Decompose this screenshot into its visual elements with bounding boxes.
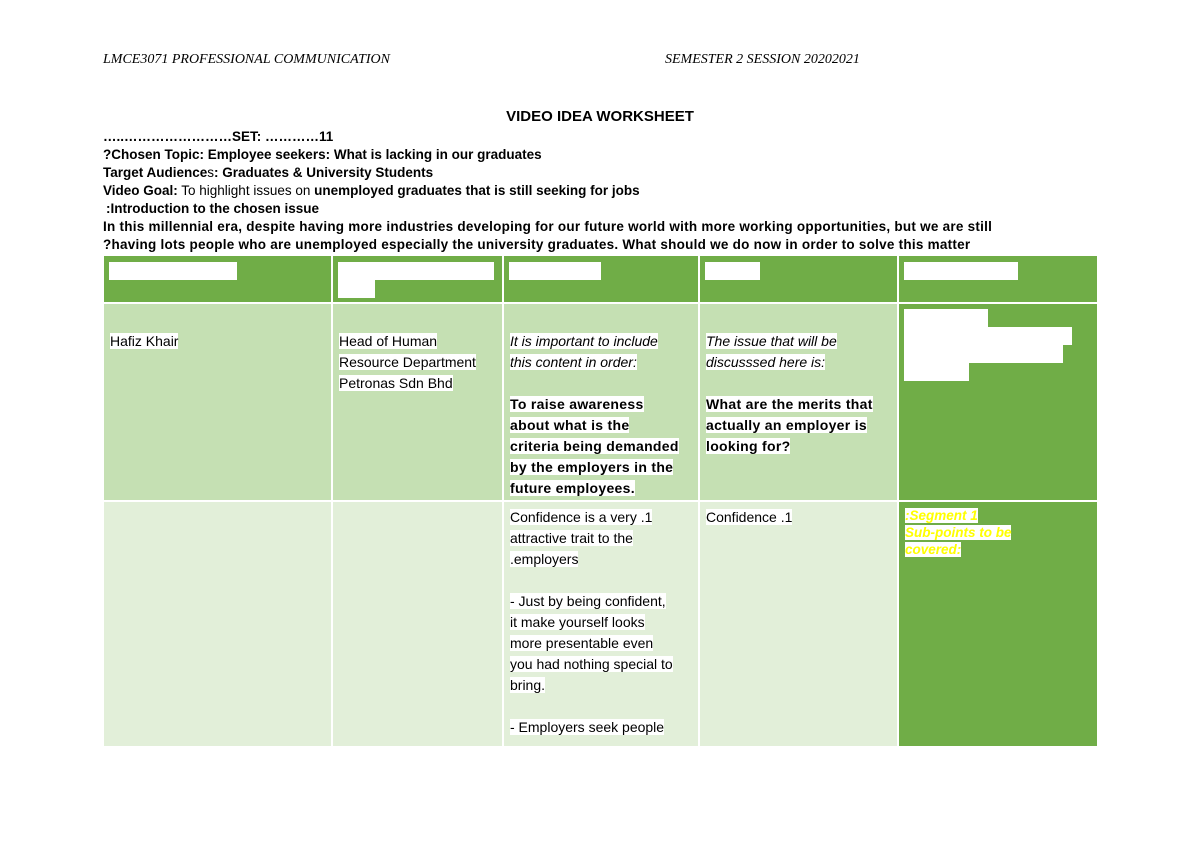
topic-label: ?Chosen Topic: <box>103 147 204 162</box>
position-line: Head of Human <box>339 333 438 349</box>
segment-cell <box>898 501 1098 747</box>
header-cell-5 <box>898 255 1098 303</box>
position-line: Petronas Sdn Bhd <box>339 375 453 391</box>
content-line: .employers <box>510 551 579 567</box>
point-cell <box>699 501 898 747</box>
segment-line: :Segment 1 <box>905 508 978 523</box>
content-line: attractive trait to the <box>510 530 633 546</box>
content-line: more presentable even <box>510 635 654 651</box>
issue-line: What are the merits that <box>706 396 873 412</box>
course-header: LMCE3071 PROFESSIONAL COMMUNICATION <box>103 52 390 67</box>
position-cell <box>332 303 503 501</box>
goal-value: unemployed graduates that is still seeking for jobs <box>314 183 640 198</box>
position-line: Resource Department <box>339 354 476 370</box>
reason-line: future employees. <box>510 480 635 496</box>
issue-line: looking for? <box>706 438 791 454</box>
content-cell <box>503 501 699 747</box>
table-row <box>103 303 1098 501</box>
header-cell-4 <box>699 255 898 303</box>
content-line: Confidence is a very .1 <box>510 509 653 525</box>
issue-intro-line: The issue that will be <box>706 333 837 349</box>
target-audience-line <box>103 164 433 182</box>
header-cell-1 <box>103 255 332 303</box>
content-line: you had nothing special to <box>510 656 673 672</box>
reason-cell <box>503 303 699 501</box>
session-header: SEMESTER 2 SESSION 20202021 <box>665 52 860 67</box>
reason-intro-line: this content in order: <box>510 354 637 370</box>
content-line: bring. <box>510 677 546 693</box>
issue-cell <box>699 303 898 501</box>
table-header-row <box>103 255 1098 303</box>
topic-value: Employee seekers: What is lacking in our graduates <box>204 147 542 162</box>
name-cell <box>103 303 332 501</box>
worksheet-title: VIDEO IDEA WORKSHEET <box>506 108 694 125</box>
redacted-cell <box>898 303 1098 501</box>
goal-label: Video Goal: <box>103 183 178 198</box>
header-cell-2 <box>332 255 503 303</box>
goal-mid: To highlight issues on <box>177 183 315 198</box>
audience-label: Target Audience <box>103 165 208 180</box>
reason-line: To raise awareness <box>510 396 644 412</box>
content-line: it make yourself looks <box>510 614 645 630</box>
header-cell-3 <box>503 255 699 303</box>
audience-value: Graduates & University Students <box>222 165 434 180</box>
content-line: - Employers seek people <box>510 719 665 735</box>
set-line: …..……………………SET: …………11 <box>103 129 334 144</box>
introduction-heading: :Introduction to the chosen issue <box>106 201 320 216</box>
audience-colon: : <box>214 165 223 180</box>
table-row <box>103 501 1098 747</box>
introduction-paragraph-line-1: In this millennial era, despite having more industries developing for our future world with more working opportunities, but we are still <box>103 219 993 234</box>
empty-cell <box>103 501 332 747</box>
chosen-topic-line <box>103 146 542 164</box>
video-goal-line <box>103 182 640 200</box>
issue-intro-line: discusssed here is: <box>706 354 826 370</box>
interviewee-name: Hafiz Khair <box>110 333 179 349</box>
point-label: Confidence .1 <box>706 509 793 525</box>
empty-cell <box>332 501 503 747</box>
worksheet-table <box>102 254 1099 748</box>
segment-line: Sub-points to be <box>905 525 1012 540</box>
reason-line: by the employers in the <box>510 459 674 475</box>
reason-line: criteria being demanded <box>510 438 679 454</box>
content-line: - Just by being confident, <box>510 593 666 609</box>
audience-label-suffix: s <box>207 165 215 180</box>
reason-line: about what is the <box>510 417 630 433</box>
segment-line: covered: <box>905 542 962 557</box>
reason-intro-line: It is important to include <box>510 333 658 349</box>
introduction-paragraph-line-2: ?having lots people who are unemployed especially the university graduates. What should we do now in order to solve this matter <box>103 237 971 252</box>
issue-line: actually an employer is <box>706 417 867 433</box>
